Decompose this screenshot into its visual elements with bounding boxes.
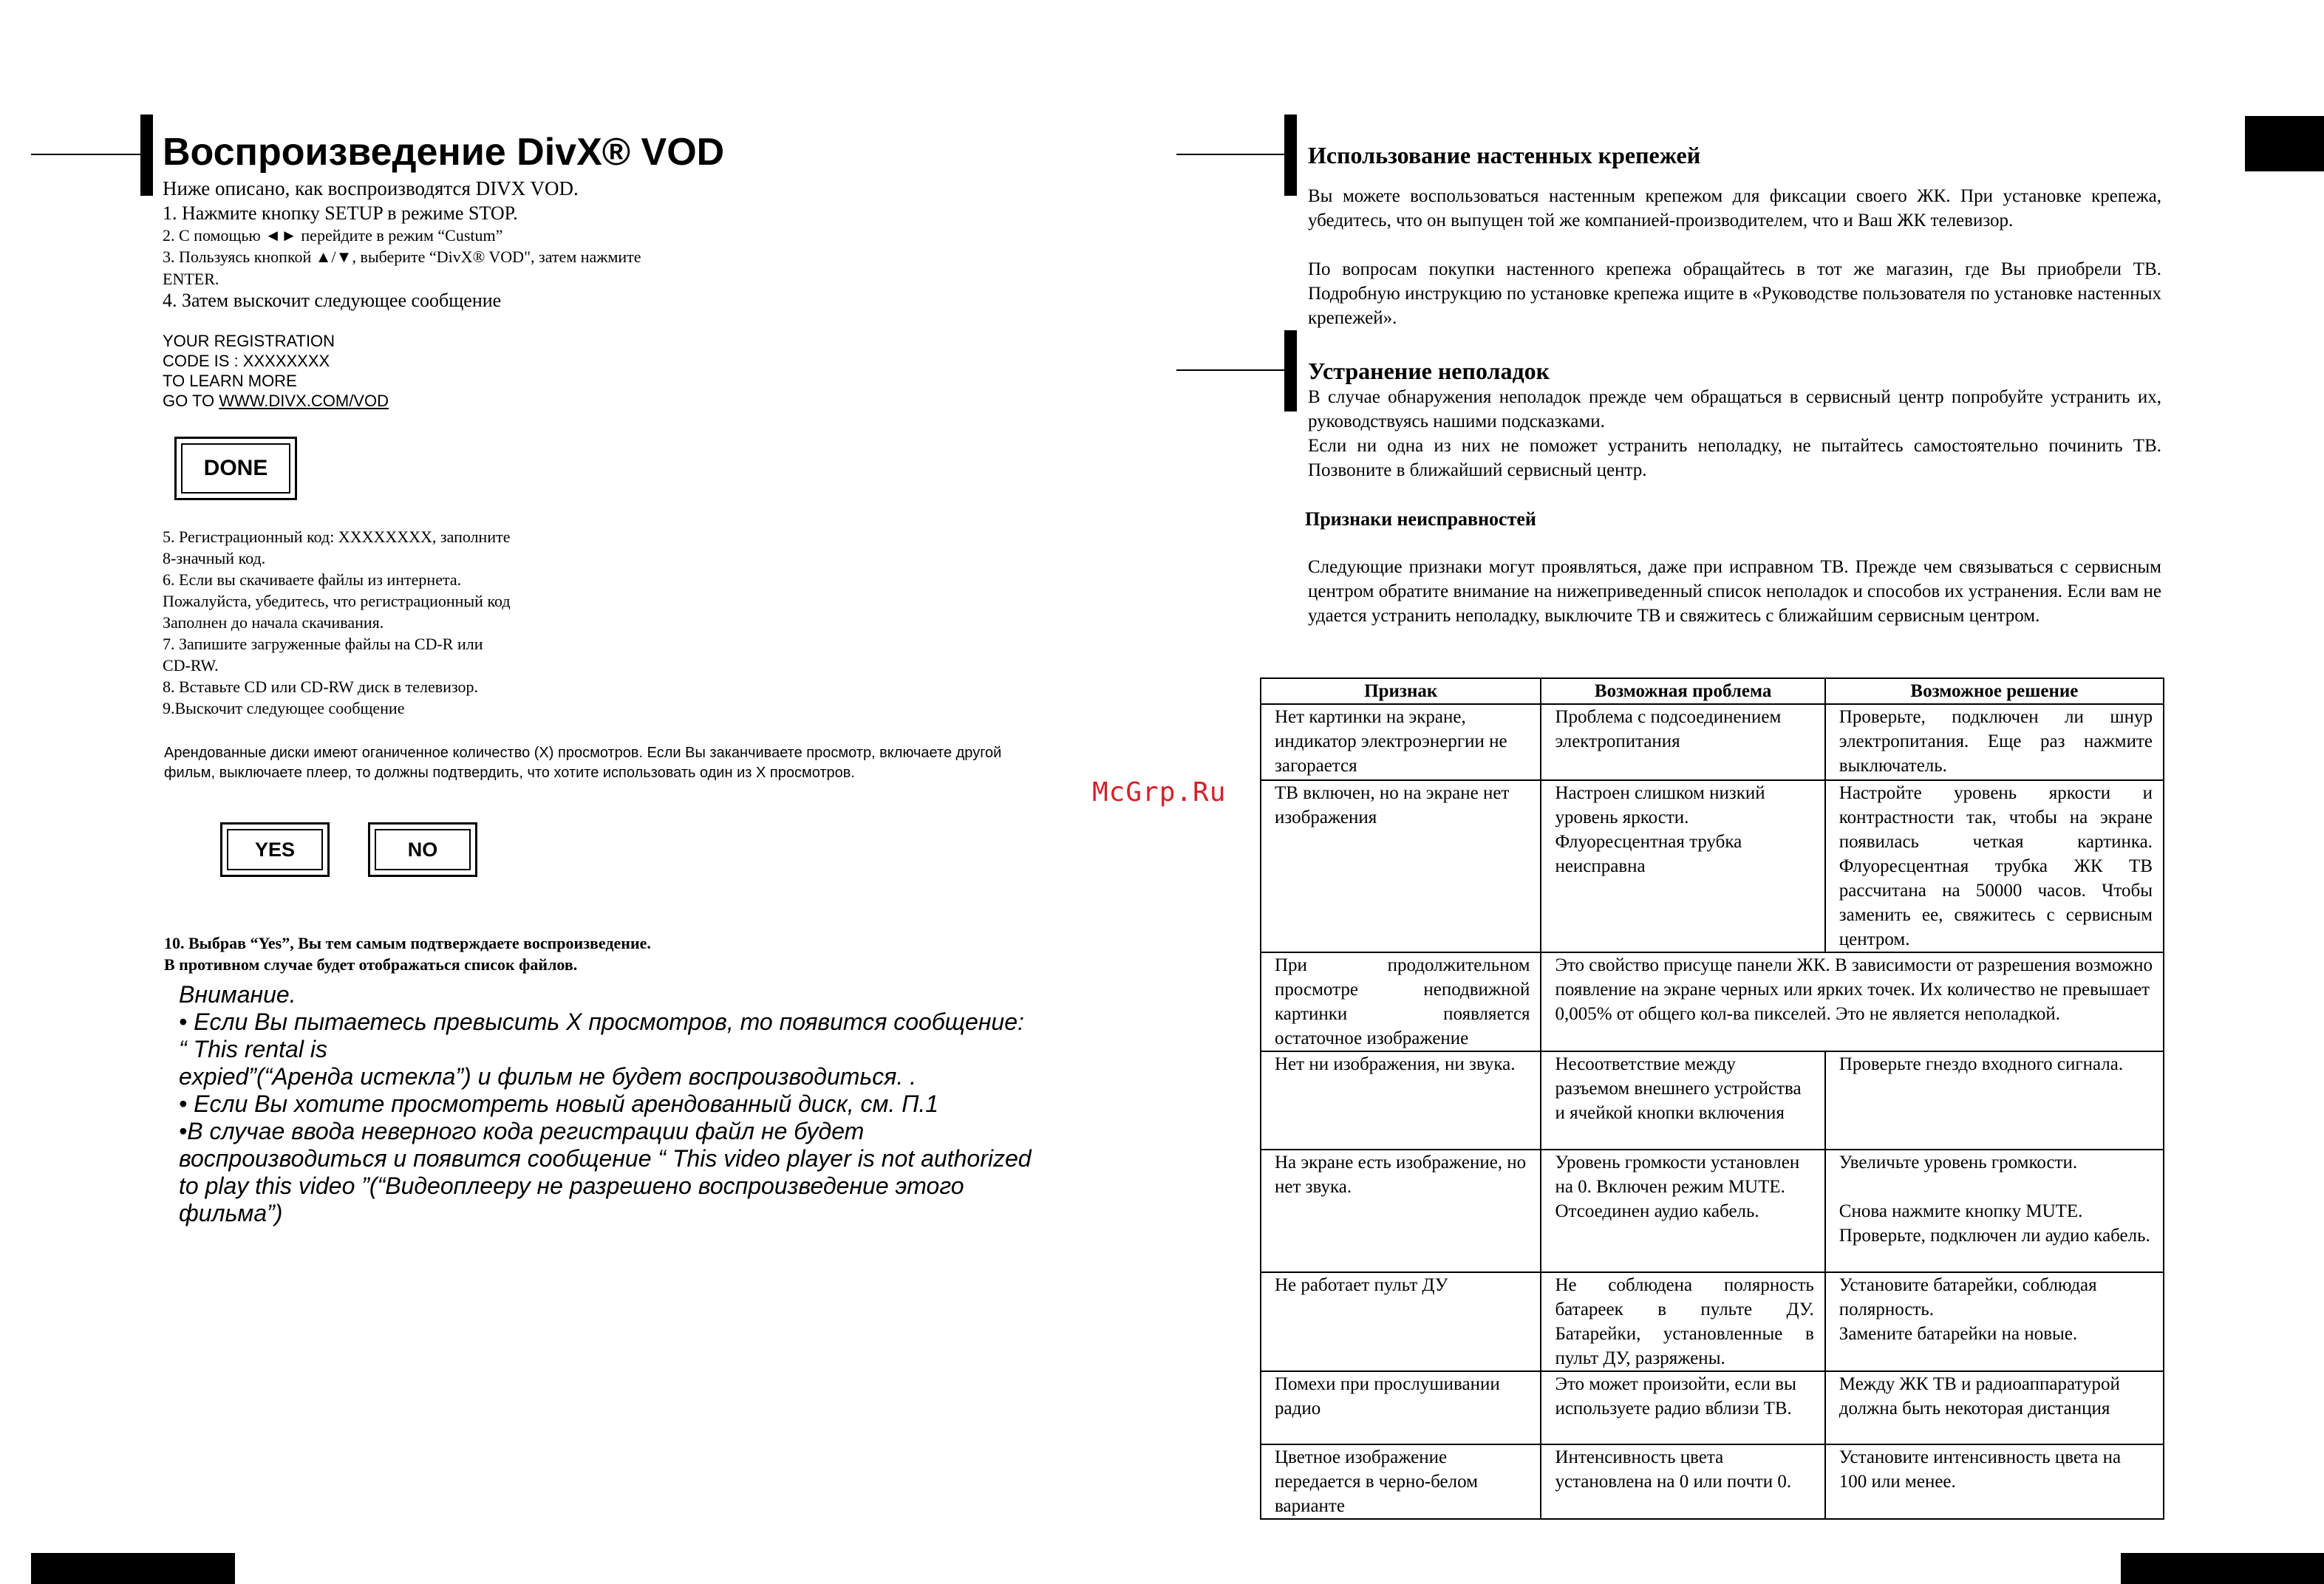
step-item: 3. Пользуясь кнопкой ▲/▼, выберите “DivX® VOD", затем нажмите: [163, 248, 641, 266]
fault-signs-paragraph: Следующие признаки могут проявляться, даже при исправном ТВ. Прежде чем связываться с сервисным центром обратите внимание на нижеприведенный список неполадок и способов их устранения. Если вам не удается устранить неполадку, выключите ТВ и свяжитесь с ближайшим сервисным центром.: [1308, 557, 2161, 626]
subheading-fault-signs: Признаки неисправностей: [1305, 508, 1536, 530]
step-item: CD-RW.: [163, 656, 219, 675]
symptom-cell: Нет ни изображения, ни звука.: [1261, 1051, 1541, 1150]
step-item: 1. Нажмите кнопку SETUP в режиме STOP.: [163, 202, 518, 224]
steps-list-2: [163, 526, 511, 719]
reg-link-prefix: GO TO: [163, 392, 219, 410]
step-item: 8-значный код.: [163, 549, 266, 567]
solution-cell: [1825, 1150, 2164, 1272]
solution-cell: Проверьте гнездо входного сигнала.: [1825, 1051, 2164, 1150]
note-line: to play this video ”(“Видеоплееру не разрешено воспроизведение этого: [179, 1172, 964, 1199]
corner-tab-top-right: [2245, 116, 2324, 171]
no-button-label: NO: [375, 829, 471, 870]
note-line: воспроизводиться и появится сообщение “ This video player is not authorized: [179, 1145, 1032, 1172]
wall-mount-paragraph-2: По вопросам покупки настенного крепежа обращайтесь в тот же магазин, где Вы приобрели ТВ. Подробную инструкцию по установке крепежа ищите в «Руководстве пользователя по установке настенных крепежей».: [1308, 259, 2161, 328]
registration-message: [163, 331, 389, 411]
heading-wall-mount: Использование настенных крепежей: [1308, 142, 1701, 168]
step-item: 4. Затем выскочит следующее сообщение: [163, 290, 502, 311]
right-heading-bar-2: [1284, 330, 1297, 412]
note-line: Внимание.: [179, 981, 296, 1008]
right-heading-rule-2: [1176, 369, 1284, 371]
symptom-cell: Нет картинки на экране, индикатор электроэнергии не загорается: [1261, 704, 1541, 780]
step10-line: 10. Выбрав “Yes”, Вы тем самым подтверждаете воспроизведение.: [164, 934, 651, 952]
footer-bar-left: [31, 1553, 235, 1584]
problem-cell: Это свойство присуще панели ЖК. В зависимости от разрешения возможно появление на экране черных или ярких точек. Их количество не превышает 0,005% от общего кол-ва пикселей. Это не является неполадкой.: [1541, 952, 2164, 1051]
problem-cell: Интенсивность цвета установлена на 0 или почти 0.: [1541, 1444, 1824, 1519]
intro-text: Ниже описано, как воспроизводятся DIVX VOD.: [163, 177, 579, 199]
right-heading-bar-1: [1284, 115, 1297, 196]
note-line: • Если Вы пытаетесь превысить X просмотров, то появится сообщение:: [179, 1008, 1024, 1035]
table-row: [1261, 1051, 2164, 1150]
table-header-row: [1261, 678, 2164, 704]
step-item: 7. Запишите загруженные файлы на CD-R или: [163, 635, 483, 653]
solution-cell: Установите интенсивность цвета на 100 или менее.: [1825, 1444, 2164, 1519]
no-button[interactable]: [368, 822, 477, 877]
done-button[interactable]: [174, 437, 297, 500]
step-item: Пожалуйста, убедитесь, что регистрационный код: [163, 592, 511, 610]
table-row: [1261, 1272, 2164, 1371]
solution-line: Замените батарейки на новые.: [1839, 1324, 2078, 1344]
note-line: • Если Вы хотите просмотреть новый арендованный диск, см. П.1: [179, 1090, 939, 1117]
problem-cell: Не соблюдена полярность батареек в пульте ДУ. Батарейки, установленные в пульт ДУ, разряжены.: [1541, 1272, 1824, 1371]
column-header: Возможное решение: [1825, 678, 2164, 704]
step-item: 8. Вставьте CD или CD-RW диск в телевизор.: [163, 677, 479, 696]
table-row: [1261, 704, 2164, 780]
solution-line: Увеличьте уровень громкости.: [1839, 1153, 2078, 1172]
step-item: 6. Если вы скачиваете файлы из интернета.: [163, 570, 462, 589]
solution-line: Снова нажмите кнопку MUTE. Проверьте, подключен ли аудио кабель.: [1839, 1201, 2150, 1246]
note-line: “ This rental is: [179, 1036, 327, 1062]
solution-cell: Настройте уровень яркости и контрастности так, чтобы на экране появилась четкая картинка. Флуоресцентная трубка ЖК ТВ рассчитана на 50000 часов. Чтобы заменить ее, свяжитесь с сервисным центром.: [1825, 780, 2164, 952]
symptom-cell: На экране есть изображение, но нет звука.: [1261, 1150, 1541, 1272]
table-row: [1261, 1371, 2164, 1444]
done-button-label: DONE: [181, 443, 290, 494]
symptom-cell: Не работает пульт ДУ: [1261, 1272, 1541, 1371]
problem-cell: Несоответствие между разъемом внешнего устройства и ячейкой кнопки включения: [1541, 1051, 1824, 1150]
step-item: ENTER.: [163, 269, 219, 288]
left-heading-rule: [31, 154, 140, 155]
yes-button[interactable]: [220, 822, 330, 877]
table-row: [1261, 780, 2164, 952]
problem-cell: Это может произойти, если вы используете радио вблизи ТВ.: [1541, 1371, 1824, 1444]
left-heading-bar: [140, 115, 153, 196]
step-item: Заполнен до начала скачивания.: [163, 613, 384, 632]
problem-cell: Уровень громкости установлен на 0. Включен режим MUTE. Отсоединен аудио кабель.: [1541, 1150, 1824, 1272]
reg-line: TO LEARN MORE: [163, 372, 297, 390]
divx-vod-link[interactable]: WWW.DIVX.COM/VOD: [219, 392, 389, 410]
reg-line: YOUR REGISTRATION: [163, 332, 335, 350]
yes-button-label: YES: [227, 829, 323, 870]
step10-line: В противном случае будет отображаться список файлов.: [164, 955, 578, 974]
solution-spacer: [1839, 1175, 2153, 1199]
step-item: 9.Выскочит следующее сообщение: [163, 699, 405, 717]
symptom-cell: Помехи при прослушивании радио: [1261, 1371, 1541, 1444]
note-line: expied”(“Аренда истекла”) и фильм не будет воспроизводиться. .: [179, 1063, 916, 1090]
watermark-text: McGrp.Ru: [1092, 777, 1227, 808]
symptom-cell: Цветное изображение передается в черно-белом варианте: [1261, 1444, 1541, 1519]
wall-mount-paragraph: Вы можете воспользоваться настенным крепежом для фиксации своего ЖК. При установке крепежа, убедитесь, что он выпущен той же компанией-производителем, что и Ваш ЖК телевизор.: [1308, 186, 2161, 231]
steps-list: [163, 202, 641, 312]
step-10: [164, 932, 651, 975]
troubleshooting-table: [1260, 677, 2164, 1520]
table-row: [1261, 1444, 2164, 1519]
column-header: Возможная проблема: [1541, 678, 1824, 704]
page-title: Воспроизведение DivX® VOD: [163, 131, 725, 174]
column-header: Признак: [1261, 678, 1541, 704]
troubleshooting-paragraph-2: Если ни одна из них не поможет устранить неполадку, не пытайтесь самостоятельно починить ТВ. Позвоните в ближайший сервисный центр.: [1308, 436, 2161, 480]
reg-line: [163, 391, 389, 411]
symptom-cell: При продолжительном просмотре неподвижной картинки появляется остаточное изображение: [1261, 952, 1541, 1051]
warning-note: [179, 981, 1066, 1227]
right-heading-rule-1: [1176, 154, 1284, 155]
table-row: [1261, 1150, 2164, 1272]
solution-cell: [1825, 1272, 2164, 1371]
problem-cell: Настроен слишком низкий уровень яркости. Флуоресцентная трубка неисправна: [1541, 780, 1824, 952]
note-line: фильма”): [179, 1200, 283, 1226]
solution-cell: Между ЖК ТВ и радиоаппаратурой должна быть некоторая дистанция: [1825, 1371, 2164, 1444]
troubleshooting-paragraph: В случае обнаружения неполадок прежде чем обращаться в сервисный центр попробуйте устранить их, руководствуясь нашими подсказками.: [1308, 387, 2161, 431]
reg-line: CODE IS : XXXXXXXX: [163, 352, 330, 370]
solution-line: Установите батарейки, соблюдая полярность.: [1839, 1275, 2097, 1320]
note-line: •В случае ввода неверного кода регистрации файл не будет: [179, 1118, 865, 1144]
problem-cell: Проблема с подсоединением электропитания: [1541, 704, 1824, 780]
solution-cell: Проверьте, подключен ли шнур электропитания. Еще раз нажмите выключатель.: [1825, 704, 2164, 780]
footer-bar-right: [2121, 1553, 2324, 1584]
step-item: 5. Регистрационный код: XXXXXXXX, заполните: [163, 528, 511, 546]
rental-paragraph: Арендованные диски имеют оганиченное количество (X) просмотров. Если Вы заканчиваете просмотр, включаете другой фильм, выключаете плеер, то должны подтвердить, что хотите использовать один из X просмотров.: [164, 745, 1002, 781]
heading-troubleshooting: Устранение неполадок: [1308, 358, 1550, 384]
table-row: [1261, 952, 2164, 1051]
symptom-cell: ТВ включен, но на экране нет изображения: [1261, 780, 1541, 952]
step-item: 2. С помощью ◄► перейдите в режим “Custum”: [163, 225, 503, 245]
